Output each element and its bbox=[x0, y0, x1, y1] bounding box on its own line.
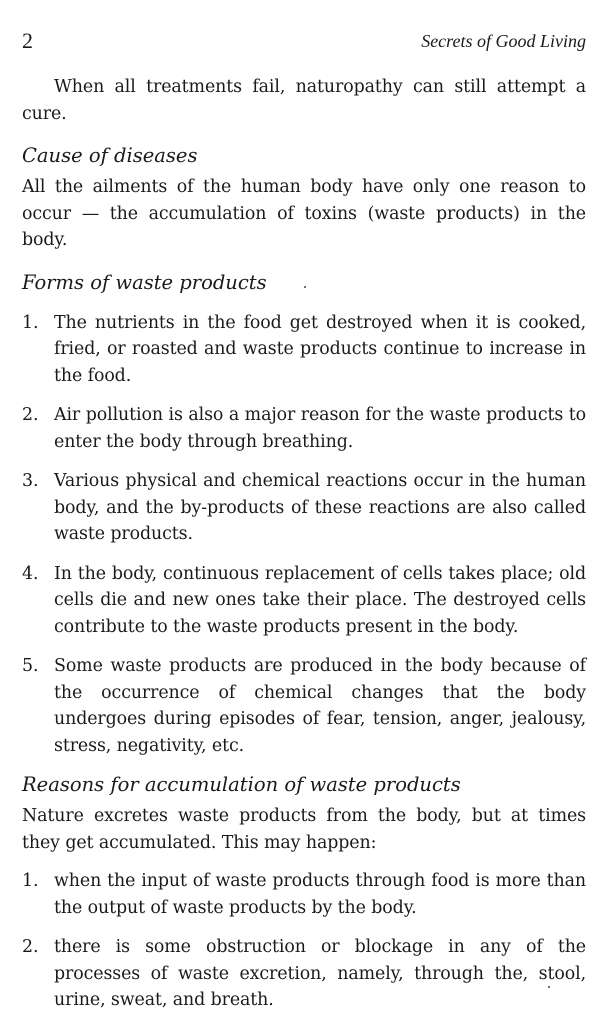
list-number: 2. bbox=[22, 937, 39, 957]
reasons-list bbox=[22, 868, 586, 1014]
reasons-paragraph: Nature excretes waste products from the body, but at times they get accumulated. This may happen: bbox=[22, 806, 586, 853]
list-item-text: Various physical and chemical reactions occur in the human body, and the by-products of these reactions are also called waste products. bbox=[54, 471, 586, 544]
list-item-text: In the body, continuous replacement of cells takes place; old cells die and new ones take their place. The destroyed cells contribute to the waste products present in the body. bbox=[54, 563, 586, 637]
list-item-text: there is some obstruction or blockage in any of the processes of waste excretion, namely, through the, stool, urine, sweat, and breath. bbox=[54, 937, 586, 1010]
page-number: 2 bbox=[22, 28, 33, 53]
forms-list bbox=[22, 310, 586, 760]
list-item bbox=[22, 653, 586, 759]
scan-speck bbox=[304, 286, 306, 288]
list-number: 1. bbox=[22, 312, 39, 333]
list-item-text: Some waste products are produced in the body because of the occurrence of chemical changes that the body undergoes during episodes of fear, tension, anger, jealousy, stress, negativity, etc. bbox=[54, 656, 586, 756]
list-item bbox=[22, 934, 586, 1014]
list-item bbox=[22, 868, 586, 921]
causes-paragraph: All the ailments of the human body have only one reason to occur — the accumulation of toxins (waste products) in the body. bbox=[22, 177, 586, 250]
page-header bbox=[22, 28, 586, 58]
heading-cause-of-diseases: Cause of diseases bbox=[22, 144, 198, 167]
page-content bbox=[22, 74, 586, 1027]
list-number: 5. bbox=[22, 656, 39, 676]
list-item-text: when the input of waste products through food is more than the output of waste products by the body. bbox=[54, 871, 586, 918]
heading-forms-of-waste: Forms of waste products bbox=[22, 270, 267, 294]
running-title: Secrets of Good Living bbox=[421, 31, 586, 51]
list-item bbox=[22, 561, 586, 641]
list-item-text: The nutrients in the food get destroyed when it is cooked, fried, or roasted and waste products continue to increase in the food. bbox=[54, 312, 586, 386]
list-item bbox=[22, 402, 586, 455]
list-item bbox=[22, 468, 586, 548]
list-number: 3. bbox=[22, 471, 39, 491]
list-number: 1. bbox=[22, 871, 39, 891]
intro-paragraph: When all treatments fail, naturopathy can still attempt a cure. bbox=[22, 77, 586, 124]
heading-reasons-for-accumulation: Reasons for accumulation of waste products bbox=[22, 773, 461, 796]
list-number: 2. bbox=[22, 405, 39, 425]
list-number: 4. bbox=[22, 563, 39, 584]
list-item bbox=[22, 310, 586, 390]
list-item-text: Air pollution is also a major reason for the waste products to enter the body through breathing. bbox=[54, 405, 586, 452]
scan-speck bbox=[548, 986, 550, 988]
